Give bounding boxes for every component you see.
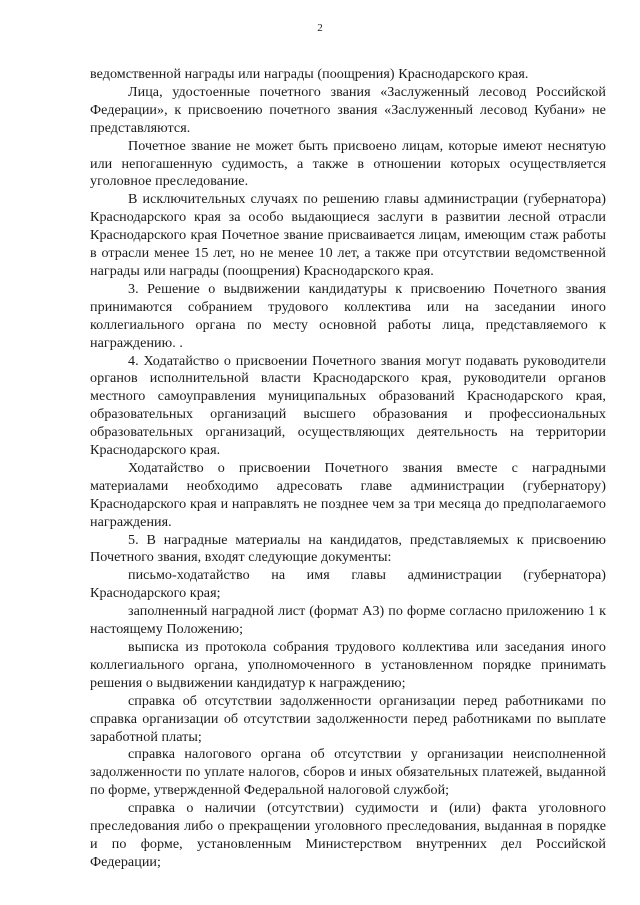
paragraph-section-4: 4. Ходатайство о присвоении Почетного звания могут подавать руководители органов исполнительной власти Краснодарского края, руководители органов местного самоуправления муниципальных образований Краснодарского края, образовательных организаций высшего образования и профессиональных образовательных организаций, осуществляющих деятельность на территории Краснодарского края. <box>90 352 606 459</box>
page-number: 2 <box>317 22 323 34</box>
paragraph-section-5: 5. В наградные материалы на кандидатов, представляемых к присвоению Почетного звания, входят следующие документы: <box>90 531 606 566</box>
list-item-petition-letter: письмо-ходатайство на имя главы администрации (губернатора) Краснодарского края; <box>90 567 606 602</box>
paragraph-criminal-record: Почетное звание не может быть присвоено лицам, которые имеют неснятую или непогашенную судимость, а также в отношении которых осуществляется уголовное преследование. <box>90 137 606 190</box>
list-item-criminal-record-certificate: справка о наличии (отсутствии) судимости и (или) факта уголовного преследования либо о прекращении уголовного преследования, выданная в порядке и по форме, установленным Министерством внутренних дел Российской Федерации; <box>90 800 606 870</box>
paragraph-section-3: 3. Решение о выдвижении кандидатуры к присвоению Почетного звания принимаются собранием трудового коллектива или на заседании иного коллегиального органа по месту основной работы лица, представляемого к награждению. . <box>90 280 606 351</box>
list-item-award-sheet: заполненный наградной лист (формат А3) по форме согласно приложению 1 к настоящему Положению; <box>90 603 606 638</box>
paragraph-exceptional-cases: В исключительных случаях по решению главы администрации (губернатора) Краснодарского края за особо выдающиеся заслуги в развитии лесной отрасли Краснодарского края Почетное звание присваивается лицам, имеющим стаж работы в отрасли менее 15 лет, но не менее 10 лет, а также при отсутствии ведомственной награды или награды (поощрения) Краснодарского края. <box>90 191 606 279</box>
list-item-salary-debt-certificate: справка об отсутствии задолженности организации перед работниками по справка организации об отсутствии задолженности перед работниками по выплате заработной платы; <box>90 692 606 745</box>
document-body <box>90 66 606 872</box>
list-item-tax-certificate: справка налогового органа об отсутствии у организации неисполненной задолженности по уплате налогов, сборов и иных обязательных платежей, выданной по форме, утвержденной Федеральной налоговой службой; <box>90 746 606 799</box>
paragraph-honored-forester-rf: Лица, удостоенные почетного звания «Заслуженный лесовод Российской Федерации», к присвоению почетного звания «Заслуженный лесовод Кубани» не представляются. <box>90 83 606 136</box>
list-item-protocol-extract: выписка из протокола собрания трудового коллектива или заседания иного коллегиального органа, уполномоченного в установленном порядке принимать решения о выдвижении кандидатур к награждению; <box>90 639 606 691</box>
paragraph-petition-address: Ходатайство о присвоении Почетного звания вместе с наградными материалами необходимо адресовать главе администрации (губернатору) Краснодарского края и направлять не позднее чем за три месяца до предполагаемого награждения. <box>90 459 606 530</box>
paragraph-continuation: ведомственной награды или награды (поощрения) Краснодарского края. <box>90 66 529 82</box>
